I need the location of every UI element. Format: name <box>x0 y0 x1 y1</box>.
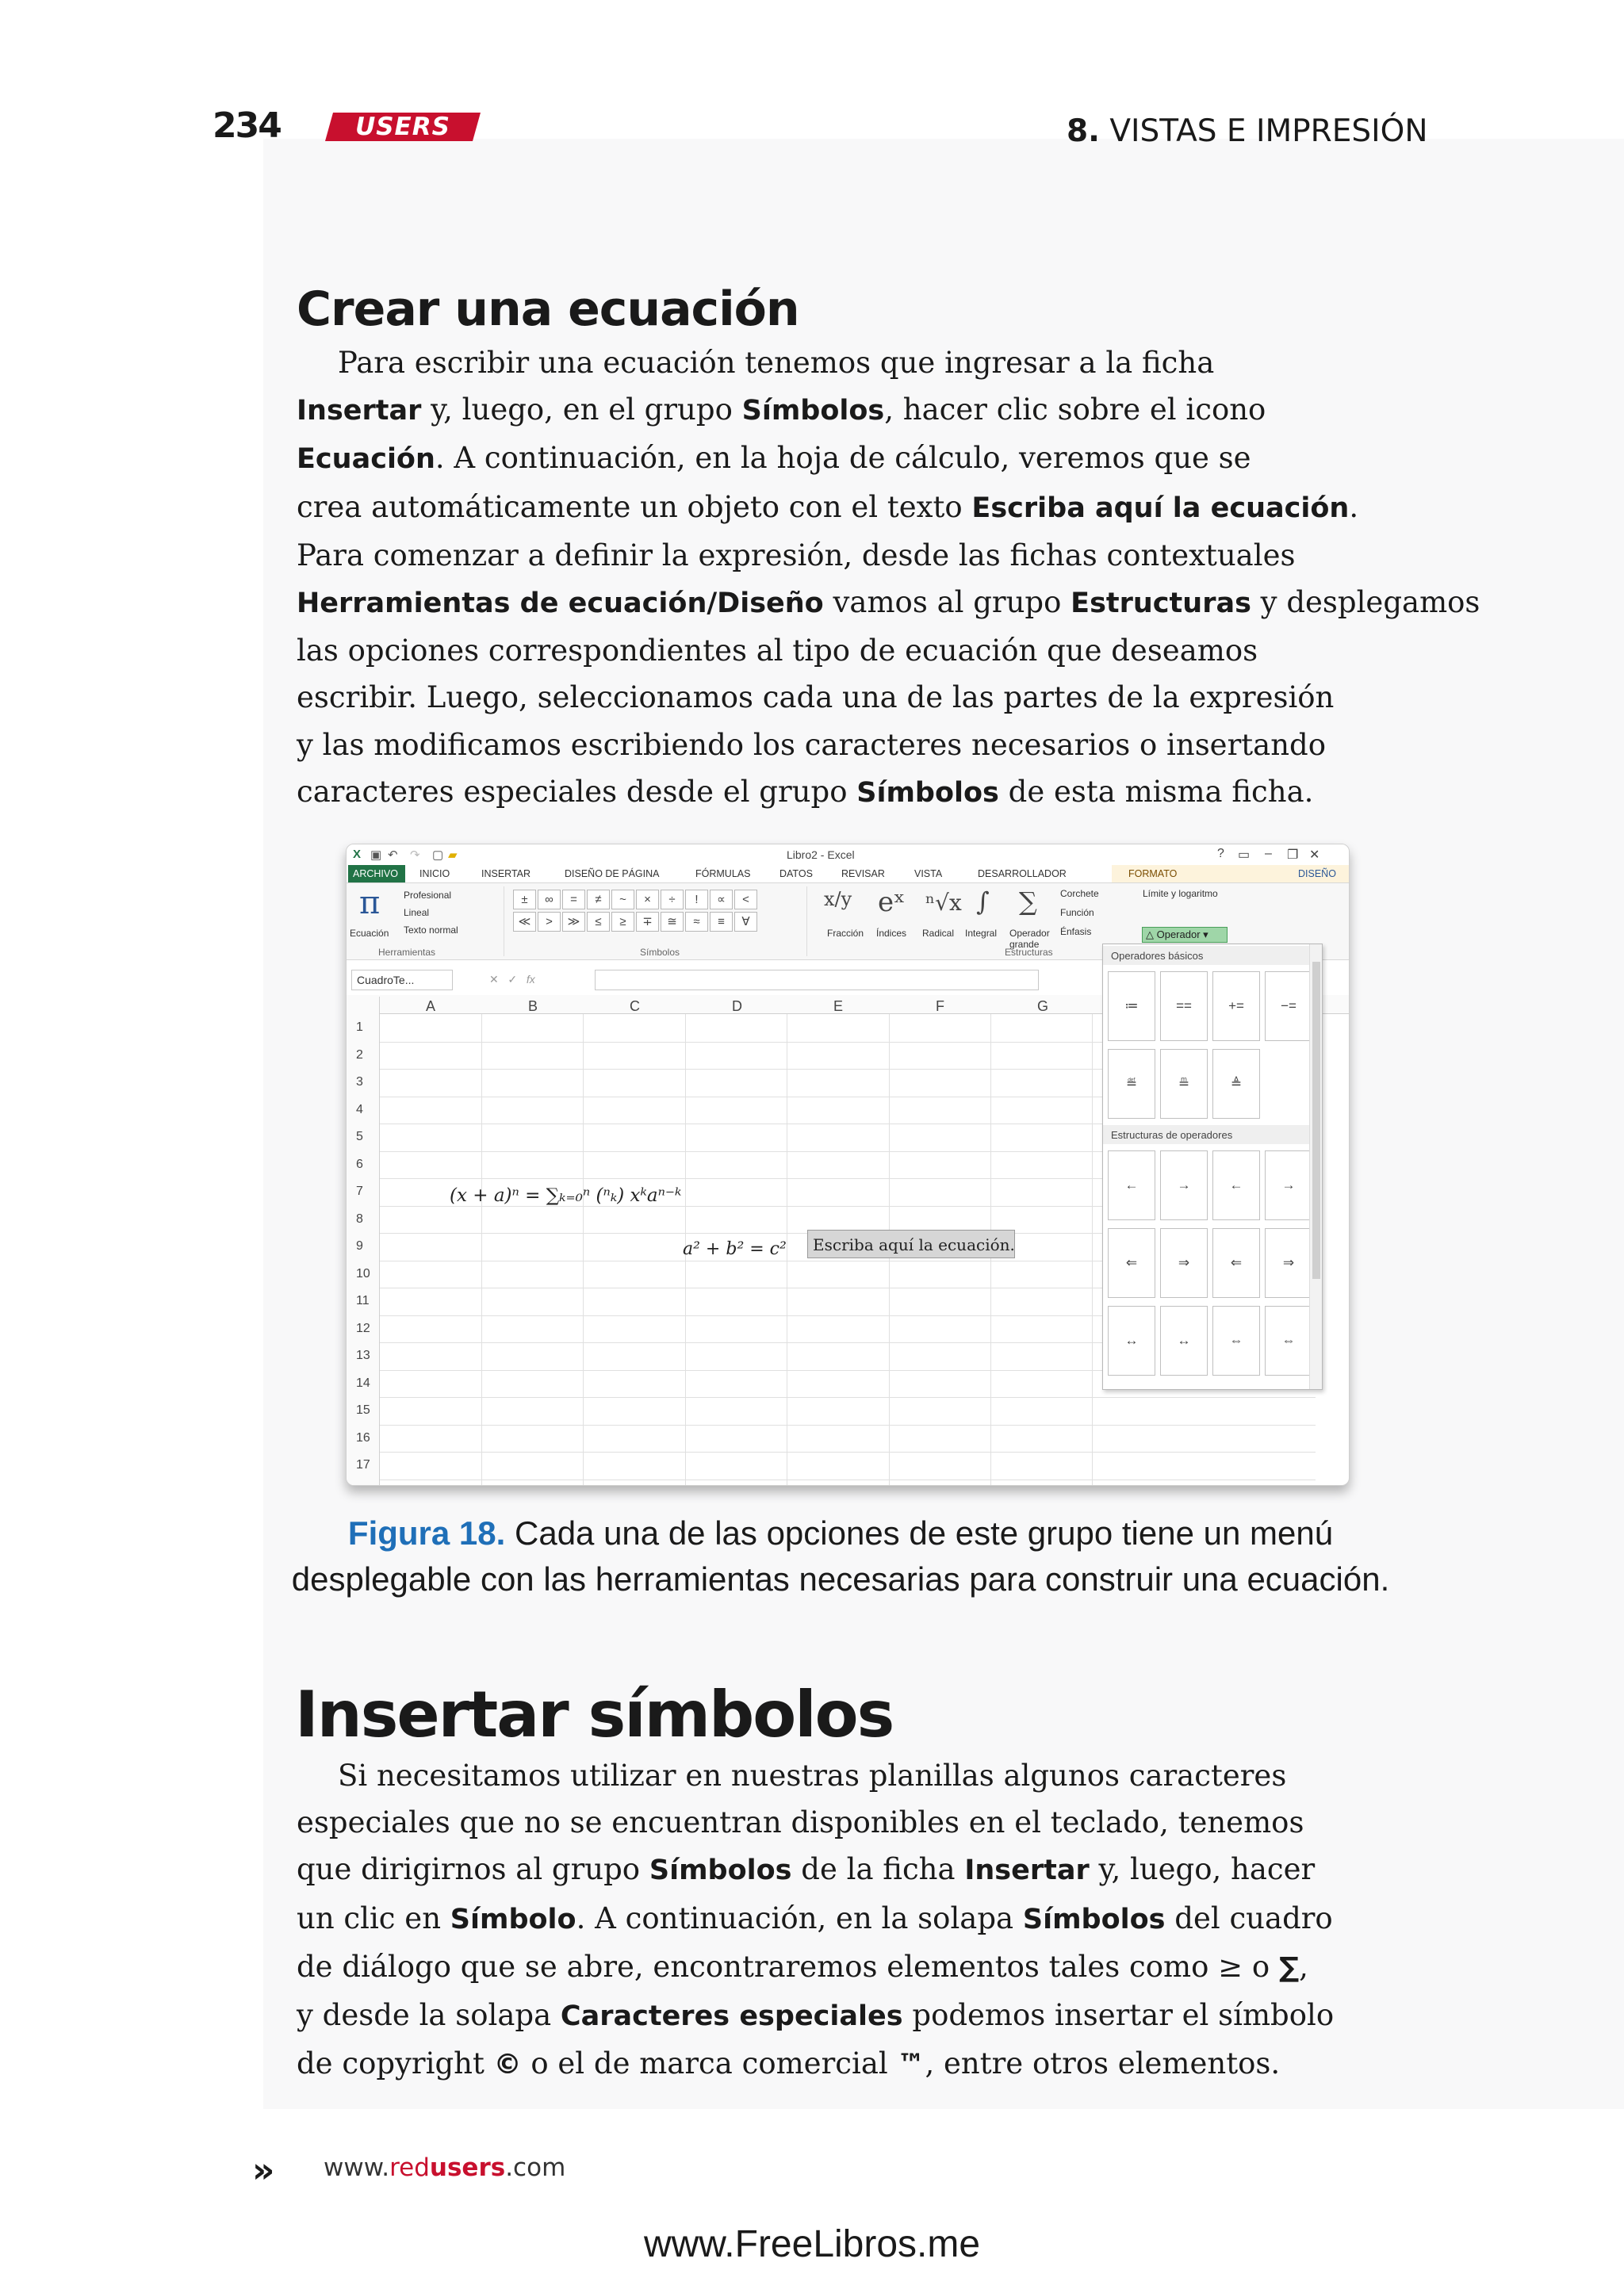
column-header[interactable]: F <box>936 998 944 1014</box>
undo-icon[interactable]: ↶ <box>388 848 398 862</box>
bold-term: Símbolos <box>649 1855 792 1887</box>
text-run: podemos insertar el símbolo <box>902 1998 1335 2033</box>
tab-inicio[interactable]: INICIO <box>419 868 450 879</box>
excel-screenshot <box>346 844 1350 1486</box>
gridline <box>380 1425 1316 1426</box>
column-header[interactable]: G <box>1037 998 1049 1014</box>
open-folder-icon[interactable]: ▰ <box>448 848 458 862</box>
symbol-button[interactable]: < <box>734 890 757 909</box>
fraccion-button-label[interactable]: Fracción <box>827 928 864 939</box>
formula-input[interactable] <box>595 970 1039 990</box>
bold-term: Insertar <box>964 1855 1090 1887</box>
excel-app-icon: X <box>353 848 362 861</box>
row-header[interactable]: 13 <box>356 1349 370 1362</box>
page-number: 234 <box>213 105 281 146</box>
column-header[interactable]: E <box>833 998 844 1014</box>
text-run: y, luego, hacer <box>1089 1852 1316 1887</box>
paragraph-line <box>297 339 1486 386</box>
row-header[interactable]: 17 <box>356 1458 370 1472</box>
redo-icon[interactable]: ↷ <box>410 848 420 862</box>
pi-icon[interactable]: π <box>359 885 381 921</box>
paragraph-line <box>297 386 1486 434</box>
operator-button[interactable]: += <box>1212 971 1260 1041</box>
text-run: de esta misma ficha. <box>998 774 1314 809</box>
save-icon[interactable]: ▣ <box>370 848 382 862</box>
column-header[interactable]: A <box>426 998 436 1014</box>
text-run: Si necesitamos utilizar en nuestras planillas algunos caracteres <box>338 1759 1287 1793</box>
operator-structure-button[interactable]: ⇔ <box>1265 1306 1312 1376</box>
chapter-header <box>1067 113 1428 149</box>
text-run: y desplegamos <box>1251 585 1480 620</box>
bold-term: Símbolos <box>856 776 999 809</box>
operator-button[interactable]: ≔ <box>1108 971 1155 1041</box>
section-operator-structures: Estructuras de operadores <box>1103 1125 1311 1144</box>
operator-dropdown <box>1102 944 1323 1390</box>
radical-icon[interactable]: ⁿ√x <box>925 890 962 916</box>
fx-label[interactable]: fx <box>526 973 535 986</box>
close-icon[interactable]: ✕ <box>1309 848 1320 862</box>
svg-text:USERS: USERS <box>355 113 450 141</box>
row-header[interactable]: 14 <box>356 1376 370 1390</box>
text-run: escribir. Luego, seleccionamos cada una de las partes de la expresión <box>297 680 1335 715</box>
index-icon[interactable]: eˣ <box>878 886 906 918</box>
url-red: red <box>389 2153 430 2182</box>
column-header[interactable]: B <box>528 998 538 1014</box>
minimize-icon[interactable]: – <box>1265 847 1272 860</box>
row-header[interactable]: 16 <box>356 1430 370 1445</box>
operator-button[interactable]: == <box>1160 971 1208 1041</box>
operator-button[interactable]: ≝ <box>1108 1049 1155 1119</box>
text-run: un clic en <box>297 1901 450 1935</box>
operator-button[interactable]: ≞ <box>1160 1049 1208 1119</box>
lineal-button[interactable]: Lineal <box>404 907 430 918</box>
tab-insertar[interactable]: INSERTAR <box>481 868 531 879</box>
funcion-button[interactable]: Función <box>1060 907 1094 918</box>
symbol-button[interactable]: ± <box>513 890 536 909</box>
bold-term: Herramientas de ecuación/Diseño <box>297 588 824 620</box>
large-operator-icon[interactable]: ∑ <box>1019 886 1037 917</box>
symbol-button[interactable]: ∓ <box>636 912 659 932</box>
group-simbolos-label: Símbolos <box>640 947 680 958</box>
symbol-button[interactable]: ≡ <box>710 912 733 932</box>
text-run: Para escribir una ecuación tenemos que ingresar a la ficha <box>338 346 1215 380</box>
bold-term: Símbolos <box>1022 1903 1166 1935</box>
footer-url[interactable] <box>324 2153 565 2182</box>
paragraph-line <box>297 2040 1486 2088</box>
new-file-icon[interactable]: ▢ <box>432 848 444 862</box>
symbol-button[interactable]: ≈ <box>685 912 708 932</box>
paragraph-line <box>297 484 1486 532</box>
operator-structure-button[interactable]: ⇒ <box>1160 1228 1208 1298</box>
text-run: especiales que no se encuentran disponibles en el teclado, tenemos <box>297 1805 1304 1840</box>
operator-structure-button[interactable]: ⇒ <box>1265 1228 1312 1298</box>
text-run: que dirigirnos al grupo <box>297 1852 649 1887</box>
operator-structure-button[interactable]: ↔ <box>1108 1306 1155 1376</box>
bold-term: Ecuación <box>297 443 435 476</box>
excel-titlebar <box>347 844 1349 865</box>
caption-line-1: Cada una de las opciones de este grupo tiene un menú <box>515 1514 1334 1552</box>
text-run: de diálogo que se abre, encontraremos elementos tales como ≥ o <box>297 1949 1279 1984</box>
integral-icon[interactable]: ∫ <box>976 886 990 917</box>
row-header[interactable]: 5 <box>356 1130 363 1143</box>
symbol-button[interactable]: ÷ <box>661 890 684 909</box>
paragraph-line <box>297 434 1486 483</box>
help-icon[interactable]: ? <box>1217 847 1224 860</box>
url-bold: users <box>429 2153 506 2182</box>
equation-pythagoras[interactable]: a² + b² = c² <box>683 1239 787 1259</box>
ribbon-separator <box>806 886 807 956</box>
symbol-button[interactable]: ! <box>685 890 708 909</box>
paragraph-line <box>297 768 1486 817</box>
text-run: . <box>1349 489 1359 524</box>
row-header[interactable]: 2 <box>356 1047 363 1062</box>
symbol-button[interactable]: ≤ <box>587 912 610 932</box>
operador-button-label: Operador <box>1156 928 1201 940</box>
users-logo <box>325 111 481 143</box>
operator-structure-button[interactable]: ⇔ <box>1212 1306 1260 1376</box>
tab-archivo[interactable]: ARCHIVO <box>348 865 405 882</box>
text-run: , <box>1299 1949 1308 1984</box>
paragraph-line <box>297 532 1486 579</box>
cancel-enter-icons: ✕ ✓ fx <box>489 973 535 986</box>
operator-structure-button[interactable]: ↔ <box>1160 1306 1208 1376</box>
row-header[interactable]: 6 <box>356 1157 363 1171</box>
operador-button[interactable]: △ Operador ▾ <box>1142 927 1228 943</box>
section-paragraph-ecuacion <box>297 339 1486 817</box>
chapter-title: VISTAS E IMPRESIÓN <box>1109 113 1428 149</box>
equation-placeholder[interactable]: Escriba aquí la ecuación. <box>807 1230 1015 1258</box>
row-header[interactable]: 11 <box>356 1294 370 1307</box>
tab-vista[interactable]: VISTA <box>914 868 943 879</box>
text-run: crea automáticamente un objeto con el texto <box>297 489 972 524</box>
text-run: del cuadro <box>1165 1901 1333 1935</box>
scrollbar-thumb[interactable] <box>1312 962 1320 1279</box>
symbol-button[interactable]: ∝ <box>710 890 733 909</box>
name-box[interactable]: CuadroTe... <box>351 970 453 990</box>
operador-grande-button-label[interactable]: Operador grande <box>1009 928 1050 950</box>
tab-diseno[interactable]: DISEÑO <box>1298 868 1336 879</box>
paragraph-line <box>297 1943 1486 1992</box>
text-run: y desde la solapa <box>297 1998 561 2033</box>
symbol-button[interactable]: > <box>538 912 561 932</box>
operator-structure-button[interactable]: ⇐ <box>1212 1228 1260 1298</box>
gridline <box>1092 1014 1093 1485</box>
row-header[interactable]: 15 <box>356 1403 370 1417</box>
column-header[interactable]: D <box>732 998 742 1014</box>
row-header[interactable]: 8 <box>356 1212 363 1226</box>
operator-structure-button[interactable]: ⇐ <box>1108 1228 1155 1298</box>
figure-label: Figura 18. <box>347 1514 506 1552</box>
section-basic-operators: Operadores básicos <box>1103 946 1311 965</box>
indices-button-label[interactable]: Índices <box>876 928 907 939</box>
tab-desarrollador[interactable]: DESARROLLADOR <box>978 868 1067 879</box>
enfasis-button[interactable]: Énfasis <box>1060 926 1092 937</box>
window-title: Libro2 - Excel <box>787 848 855 861</box>
operator-button[interactable]: ≜ <box>1212 1049 1260 1119</box>
ribbon-display-icon[interactable]: ▭ <box>1238 848 1251 862</box>
text-run: y, luego, en el grupo <box>421 392 742 427</box>
tab-formato[interactable]: FORMATO <box>1128 868 1178 879</box>
gridline <box>583 1014 584 1485</box>
row-header[interactable]: 4 <box>356 1102 363 1116</box>
restore-icon[interactable]: ❐ <box>1287 848 1299 862</box>
row-header[interactable]: 12 <box>356 1321 370 1335</box>
bold-term: Símbolos <box>741 395 885 427</box>
operator-structure-button[interactable]: → <box>1265 1150 1312 1220</box>
text-run: , hacer clic sobre el icono <box>884 392 1266 427</box>
url-prefix: www. <box>324 2153 390 2182</box>
operator-structure-button[interactable]: ← <box>1212 1150 1260 1220</box>
text-run: . A continuación, en la solapa <box>576 1901 1023 1935</box>
operator-structure-button[interactable]: ← <box>1108 1150 1155 1220</box>
tab-revisar[interactable]: REVISAR <box>841 868 885 879</box>
fraction-icon[interactable]: x/y <box>824 888 852 910</box>
bold-term: © <box>493 2049 522 2081</box>
gridline <box>380 1397 1316 1398</box>
group-estructuras-label: Estructuras <box>1005 947 1053 958</box>
paragraph-line <box>297 579 1486 627</box>
url-suffix: .com <box>505 2153 566 2182</box>
paragraph-line <box>297 1895 1486 1943</box>
text-run: las opciones correspondientes al tipo de ecuación que deseamos <box>297 634 1258 668</box>
chapter-number: 8. <box>1067 113 1100 149</box>
integral-button-label[interactable]: Integral <box>965 928 998 939</box>
paragraph-line <box>297 1799 1486 1846</box>
bold-term: Insertar <box>297 395 422 427</box>
bold-term: Caracteres especiales <box>560 2000 903 2033</box>
bold-term: Estructuras <box>1071 588 1251 620</box>
figure-caption <box>270 1510 1411 1602</box>
row-header[interactable]: 7 <box>356 1185 363 1198</box>
limite-logaritmo-button[interactable]: Límite y logaritmo <box>1143 888 1218 899</box>
bold-term: Escriba aquí la ecuación <box>971 492 1350 524</box>
text-run: vamos al grupo <box>823 585 1071 620</box>
bold-term: Símbolo <box>450 1903 576 1935</box>
text-run: Para comenzar a definir la expresión, desde las fichas contextuales <box>297 538 1296 572</box>
symbol-button[interactable]: ~ <box>611 890 634 909</box>
symbol-button[interactable]: ∀ <box>734 912 757 932</box>
radical-button-label[interactable]: Radical <box>922 928 955 939</box>
paragraph-line <box>297 627 1486 674</box>
bold-term: ™ <box>897 2049 925 2081</box>
paragraph-line <box>297 674 1486 721</box>
section-heading-insertar-simbolos: Insertar símbolos <box>295 1678 894 1751</box>
text-run: , entre otros elementos. <box>925 2046 1281 2081</box>
group-herramientas-label: Herramientas <box>378 947 436 958</box>
row-header[interactable]: 9 <box>356 1239 363 1253</box>
ecuacion-button-label[interactable]: Ecuación <box>350 928 389 939</box>
symbol-button[interactable]: = <box>562 890 585 909</box>
symbol-button[interactable]: ≪ <box>513 912 536 932</box>
symbol-button[interactable]: ≠ <box>587 890 610 909</box>
text-run: caracteres especiales desde el grupo <box>297 774 857 809</box>
text-run: o el de marca comercial <box>521 2046 898 2081</box>
corchete-button[interactable]: Corchete <box>1060 888 1099 899</box>
section-paragraph-simbolos <box>297 1752 1486 2088</box>
row-header[interactable]: 1 <box>356 1020 363 1034</box>
symbol-button[interactable]: ≫ <box>562 912 585 932</box>
gridline <box>481 1014 482 1485</box>
paragraph-line <box>297 1992 1486 2040</box>
dropdown-scrollbar[interactable] <box>1309 944 1322 1389</box>
text-run: . A continuación, en la hoja de cálculo, veremos que se <box>435 441 1251 476</box>
section-heading-crear-ecuacion: Crear una ecuación <box>297 281 799 337</box>
symbol-button[interactable]: ∞ <box>538 890 561 909</box>
symbol-button[interactable]: ≅ <box>661 912 684 932</box>
symbol-button[interactable]: × <box>636 890 659 909</box>
tab-formulas[interactable]: FÓRMULAS <box>695 868 751 879</box>
operator-button[interactable]: −= <box>1265 971 1312 1041</box>
text-run: y las modificamos escribiendo los caracteres necesarios o insertando <box>297 727 1326 762</box>
tab-datos[interactable]: DATOS <box>779 868 813 879</box>
paragraph-line <box>297 1752 1486 1799</box>
footer-arrow-icon: » <box>252 2150 275 2191</box>
row-header[interactable]: 10 <box>356 1266 370 1280</box>
paragraph-line <box>297 722 1486 768</box>
gridline <box>380 1452 1316 1453</box>
symbol-button[interactable]: ≥ <box>611 912 634 932</box>
text-run: de copyright <box>297 2046 494 2081</box>
column-header[interactable]: C <box>630 998 640 1014</box>
profesional-button[interactable]: Profesional <box>404 890 452 901</box>
equation-binomial[interactable]: (x + a)ⁿ = ∑ₖ₌₀ⁿ (ⁿₖ) xᵏaⁿ⁻ᵏ <box>450 1185 682 1206</box>
caption-line-2: desplegable con las herramientas necesarias para construir una ecuación. <box>291 1560 1390 1598</box>
texto-normal-button[interactable]: Texto normal <box>404 924 458 936</box>
tab-diseno-pagina[interactable]: DISEÑO DE PÁGINA <box>565 868 660 879</box>
operator-structure-button[interactable]: → <box>1160 1150 1208 1220</box>
watermark: www.FreeLibros.me <box>643 2223 981 2265</box>
ribbon-tabs <box>347 865 1349 882</box>
row-header[interactable]: 3 <box>356 1075 363 1089</box>
bold-term: ∑ <box>1278 1951 1300 1984</box>
text-run: de la ficha <box>791 1852 965 1887</box>
paragraph-line <box>297 1846 1486 1894</box>
